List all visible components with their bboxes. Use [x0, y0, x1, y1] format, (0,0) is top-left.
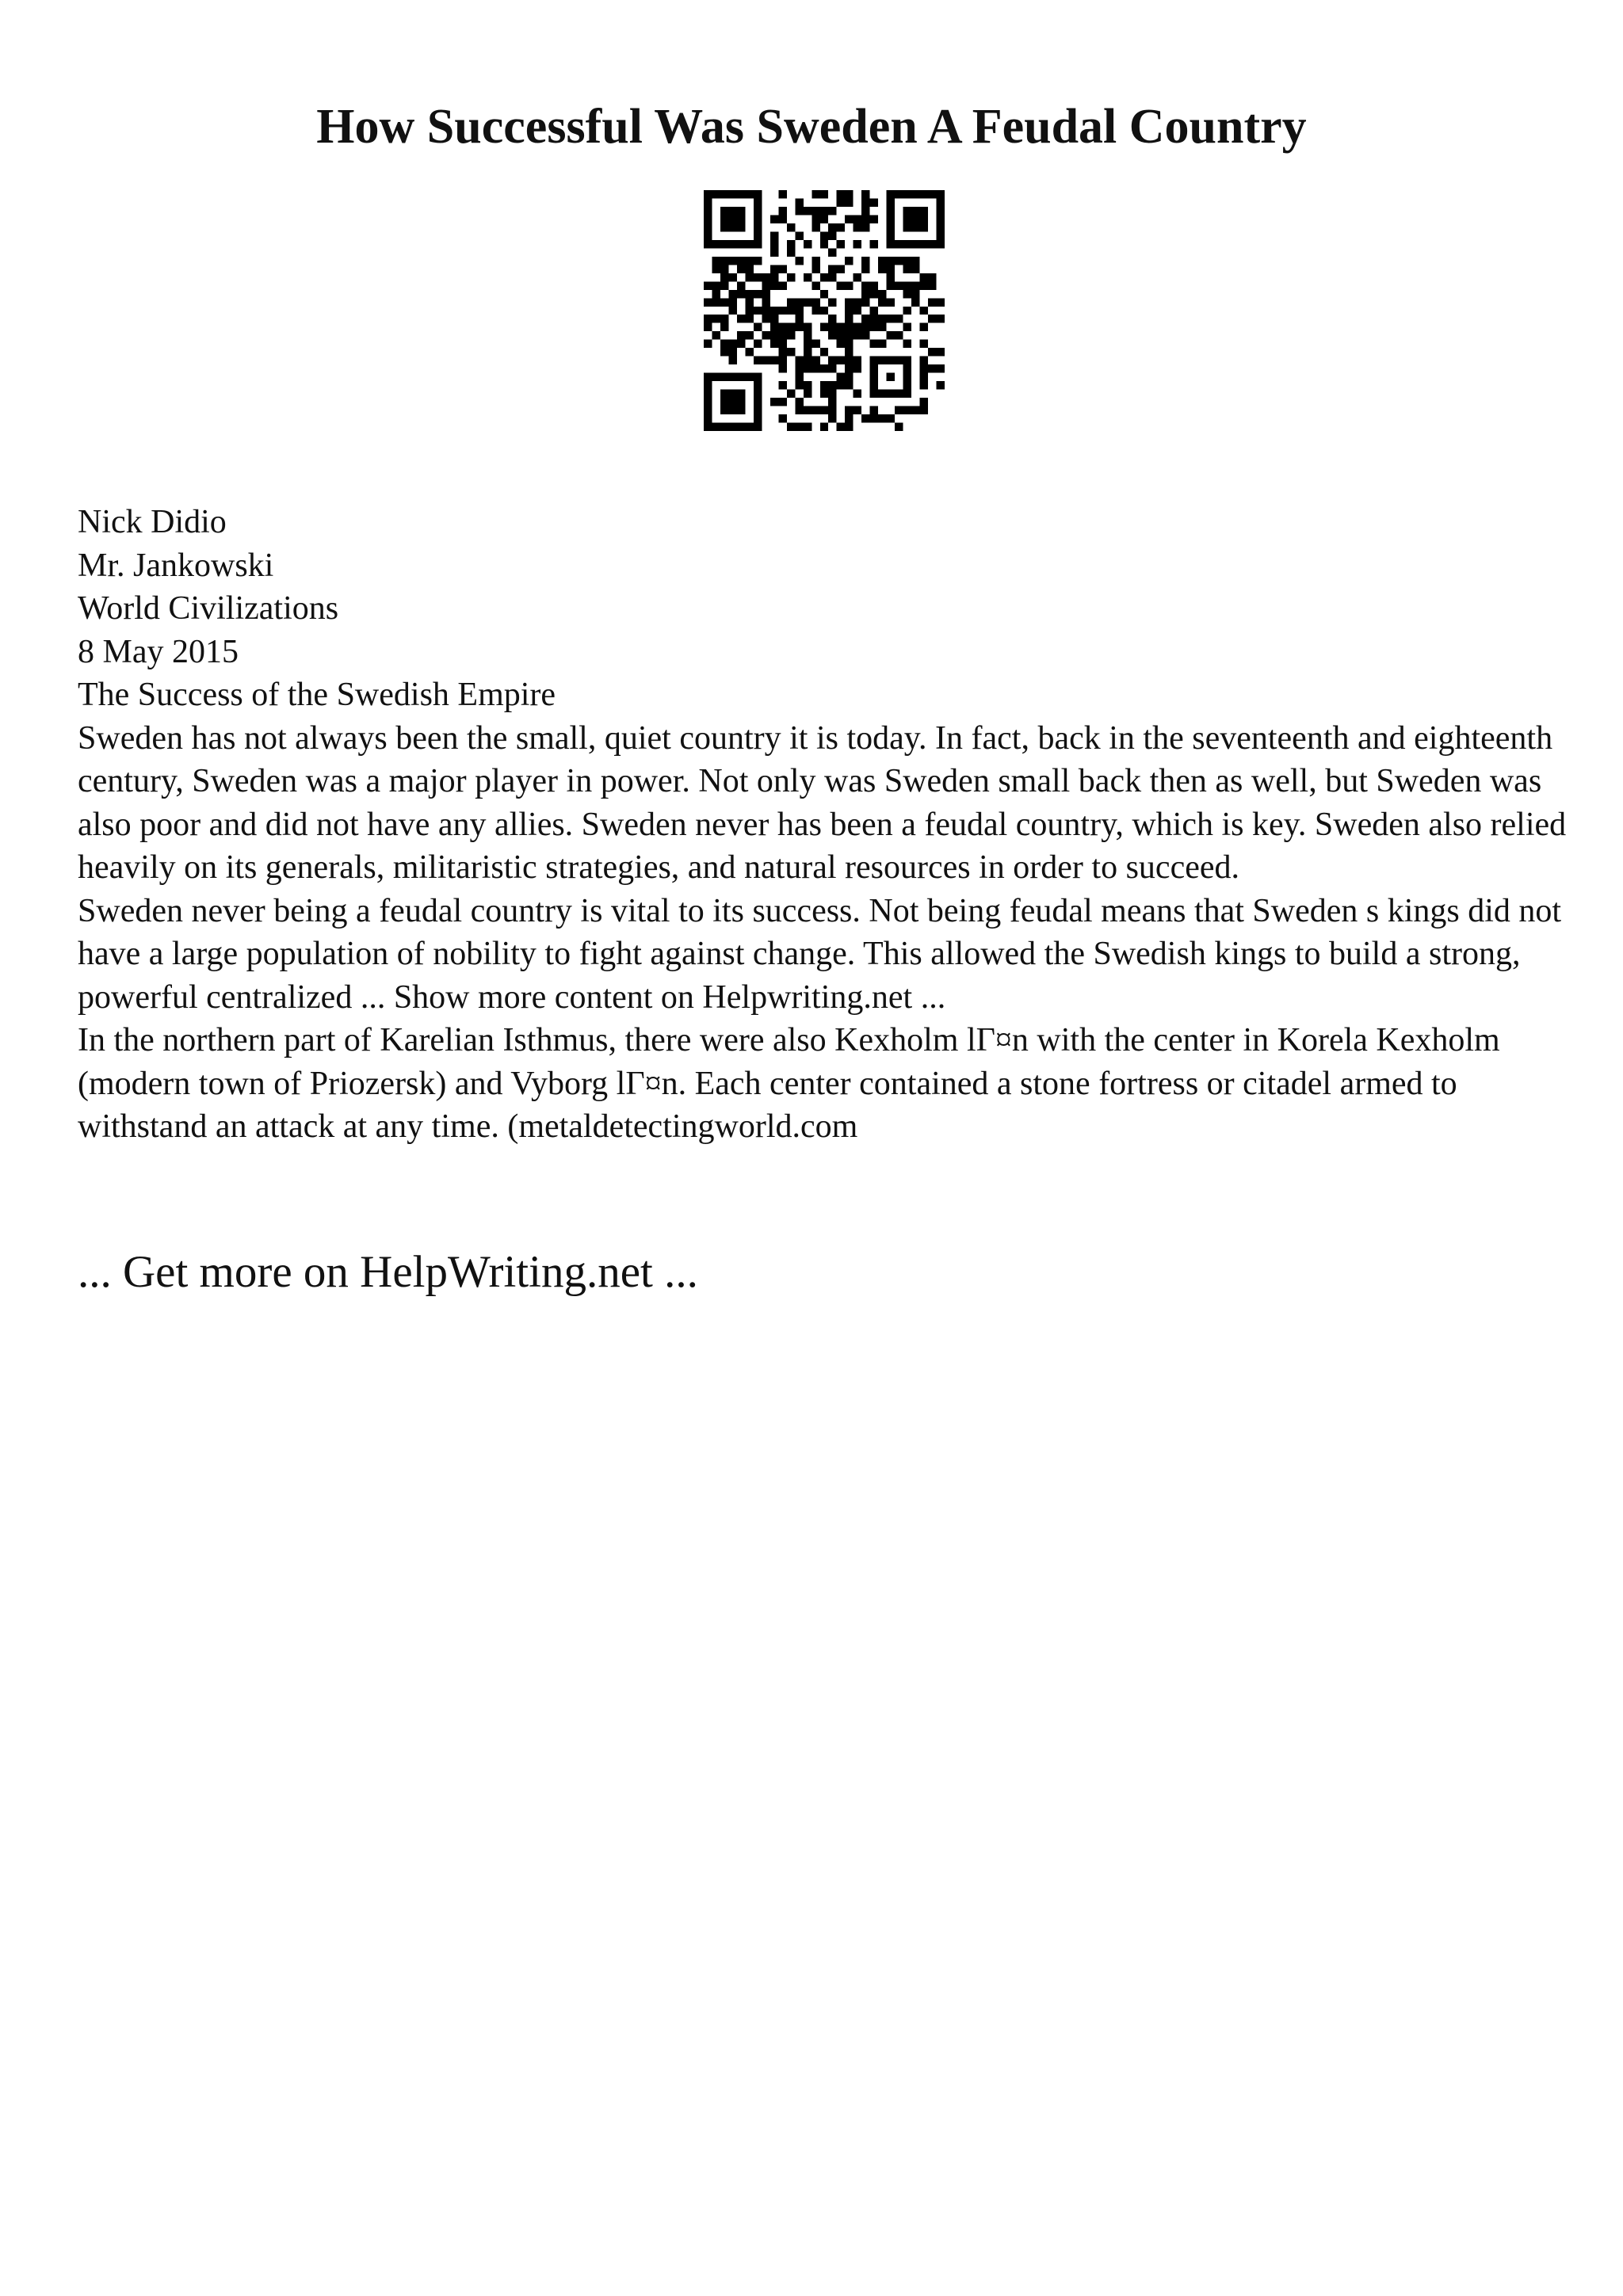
- get-more-link[interactable]: ... Get more on HelpWriting.net ...: [78, 1247, 698, 1297]
- paragraph: In the northern part of Karelian Isthmus, there were also Kexholm lГ¤n with the center in Korela Kexholm (modern town of Priozersk) and Vyborg lГ¤n. Each center contained a stone fortress or citadel armed to withstand an attack at any time. (metaldetectingworld.com: [78, 1022, 1500, 1145]
- paragraph: Sweden never being a feudal country is vital to its success. Not being feudal means that Sweden s kings did not have a large population of nobility to fight against change. This allowed the Swedish kings to build a strong, powerful centralized ... Show more content on Helpwriting.net ...: [78, 892, 1562, 1016]
- author-name: Nick Didio: [78, 504, 227, 540]
- teacher-name: Mr. Jankowski: [78, 547, 274, 584]
- document-body: [78, 501, 1568, 1149]
- essay-title: The Success of the Swedish Empire: [78, 677, 556, 713]
- page-title: How Successful Was Sweden A Feudal Country: [316, 100, 1307, 154]
- document-date: 8 May 2015: [78, 633, 239, 670]
- paragraph: Sweden has not always been the small, quiet country it is today. In fact, back in the seventeenth and eighteenth century, Sweden was a major player in power. Not only was Sweden small back then as well, but Sweden was also poor and did not have any allies. Sweden never has been a feudal country, which is key. Sweden also relied heavily on its generals, militaristic strategies, and natural resources in order to succeed.: [78, 719, 1567, 886]
- qr-code-icon: [704, 190, 945, 431]
- course-name: World Civilizations: [78, 590, 339, 627]
